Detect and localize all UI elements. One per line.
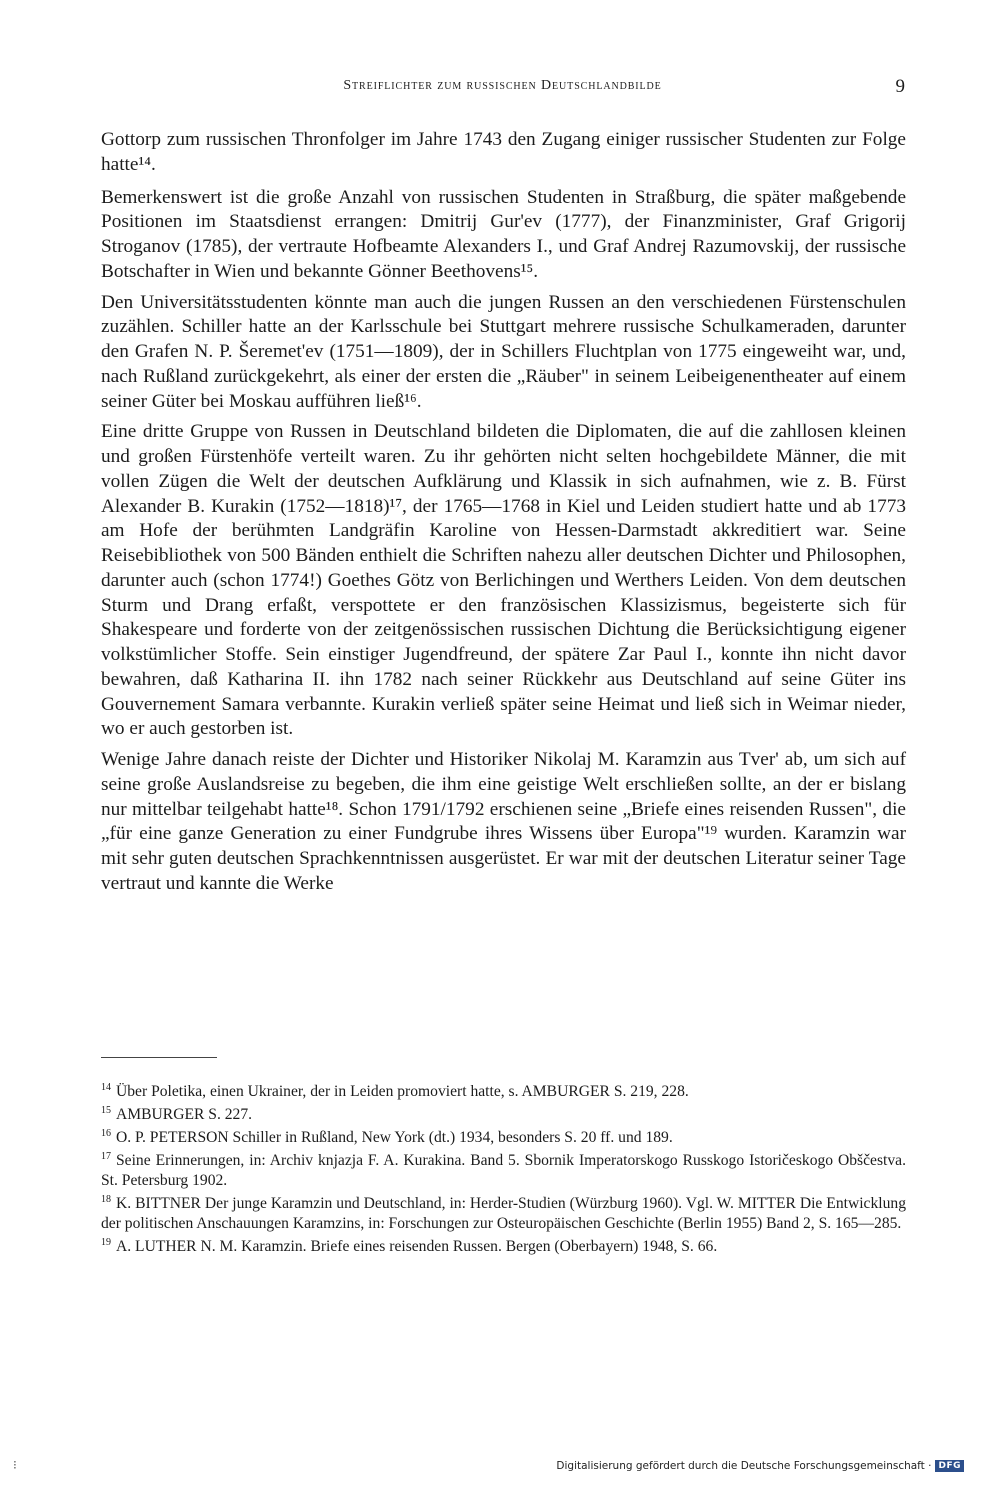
- footnote: [101, 1128, 906, 1148]
- body-text: [101, 128, 906, 903]
- footnote: [101, 1105, 906, 1125]
- running-head: Streiflichter zum russischen Deutschlandbilde: [343, 78, 662, 93]
- paragraph: Eine dritte Gruppe von Russen in Deutschland bildeten die Diplomaten, die auf die zahllosen kleinen und großen Fürstenhöfe verteilt waren. Zu ihr gehörten nicht selten hochgebildete Männer, die mit vollen Zügen die Welt der deutschen Aufklärung und Klassik in sich aufnahmen, wie z. B. Fürst Alexander B. Kurakin (1752—1818)¹⁷, der 1765—1768 in Kiel und Leiden studiert hatte und ab 1773 am Hofe der berühmten Landgräfin Karoline von Hessen-Darmstadt akkreditiert war. Seine Reisebibliothek von 500 Bänden enthielt die Schriften nahezu aller deutschen Dichter und Philosophen, darunter auch (schon 1774!) Goethes Götz von Berlichingen und Werthers Leiden. Von dem deutschen Sturm und Drang erfaßt, verspottete er den französischen Klassizismus, begeisterte sich für Shakespeare und forderte von der zeitgenössischen russischen Dichtung die Berücksichtigung eigener volkstümlicher Stoffe. Sein einstiger Jugendfreund, der spätere Zar Paul I., konnte ihn nicht davor bewahren, daß Katharina II. ihn 1782 nach seiner Rückkehr aus Deutschland auf seine Güter ins Gouvernement Samara verbannte. Kurakin verließ später seine Heimat und ließ sich in Weimar nieder, wo er auch gestorben ist.: [101, 421, 906, 740]
- page-header: [100, 78, 905, 102]
- footnote: [101, 1237, 906, 1257]
- footnotes: [101, 1082, 906, 1260]
- credit-text: Digitalisierung gefördert durch die Deutsche Forschungsgemeinschaft ·: [556, 1460, 932, 1472]
- digitization-credit: [556, 1460, 964, 1472]
- paragraph: Den Universitätsstudenten könnte man auch die jungen Russen an den verschiedenen Fürstenschulen zuzählen. Schiller hatte an der Karlsschule bei Stuttgart mehrere russische Schulkameraden, darunter den Grafen N. P. Šeremet'ev (1751—1809), der in Schillers Fluchtplan von 1775 eingeweiht war, und, nach Rußland zurückgekehrt, als einer der ersten die „Räuber" in seinem Leibeigenentheater auf einem seiner Güter bei Moskau aufführen ließ¹⁶.: [101, 291, 906, 412]
- footnote-number: 18: [101, 1193, 111, 1205]
- footnote: [101, 1151, 906, 1191]
- dfg-logo: DFG: [935, 1460, 964, 1472]
- footnote-text: Seine Erinnerungen, in: Archiv knjazja F. A. Kurakina. Band 5. Sbornik Imperatorskogo Russkogo Istoričeskogo Obščestva. St. Petersburg 1902.: [101, 1152, 906, 1189]
- footnote-text: Über Poletika, einen Ukrainer, der in Leiden promoviert hatte, s. AMBURGER S. 219, 228.: [116, 1083, 689, 1100]
- footnote-number: 16: [101, 1127, 111, 1139]
- footnote-number: 17: [101, 1150, 111, 1162]
- page-number: 9: [895, 76, 905, 97]
- footnote-number: 15: [101, 1104, 111, 1116]
- scan-edge-mark: ⁝: [13, 1458, 17, 1472]
- footnote-text: AMBURGER S. 227.: [116, 1106, 253, 1123]
- footnote-separator: [101, 1057, 217, 1058]
- paragraph: Gottorp zum russischen Thronfolger im Jahre 1743 den Zugang einiger russischer Studenten zur Folge hatte¹⁴.: [101, 129, 906, 175]
- footnote-text: K. BITTNER Der junge Karamzin und Deutschland, in: Herder-Studien (Würzburg 1960). Vgl. W. MITTER Die Entwicklung der politischen Anschauungen Karamzins, in: Forschungen zur Osteuropäischen Geschichte (Berlin 1955) Band 2, S. 165—285.: [101, 1195, 906, 1232]
- paragraph: Bemerkenswert ist die große Anzahl von russischen Studenten in Straßburg, die später maßgebende Positionen im Staatsdienst errangen: Dmitrij Gur'ev (1777), der Finanzminister, Graf Grigorij Stroganov (1785), der vertraute Hofbeamte Alexanders I., und Graf Andrej Razumovskij, der russische Botschafter in Wien und bekannte Gönner Beethovens¹⁵.: [101, 186, 906, 282]
- footnote-text: O. P. PETERSON Schiller in Rußland, New York (dt.) 1934, besonders S. 20 ff. und 189.: [116, 1129, 673, 1146]
- footnote: [101, 1194, 906, 1234]
- footnote-number: 19: [101, 1236, 111, 1248]
- paragraph: Wenige Jahre danach reiste der Dichter und Historiker Nikolaj M. Karamzin aus Tver' ab, um sich auf seine große Auslandsreise zu begeben, die ihm eine geistige Welt erschließen sollte, an der er bislang nur mittelbar teilgehabt hatte¹⁸. Schon 1791/1792 erschienen seine „Briefe eines reisenden Russen", die „für eine ganze Generation zu einer Fundgrube ihres Wissens über Europa"¹⁹ wurden. Karamzin war mit sehr guten deutschen Sprachkenntnissen ausgerüstet. Er war mit der deutschen Literatur seiner Tage vertraut und kannte die Werke: [101, 749, 906, 894]
- footnote-text: A. LUTHER N. M. Karamzin. Briefe eines reisenden Russen. Bergen (Oberbayern) 1948, S. 66.: [116, 1238, 718, 1255]
- footnote-number: 14: [101, 1081, 111, 1093]
- footnote: [101, 1082, 906, 1102]
